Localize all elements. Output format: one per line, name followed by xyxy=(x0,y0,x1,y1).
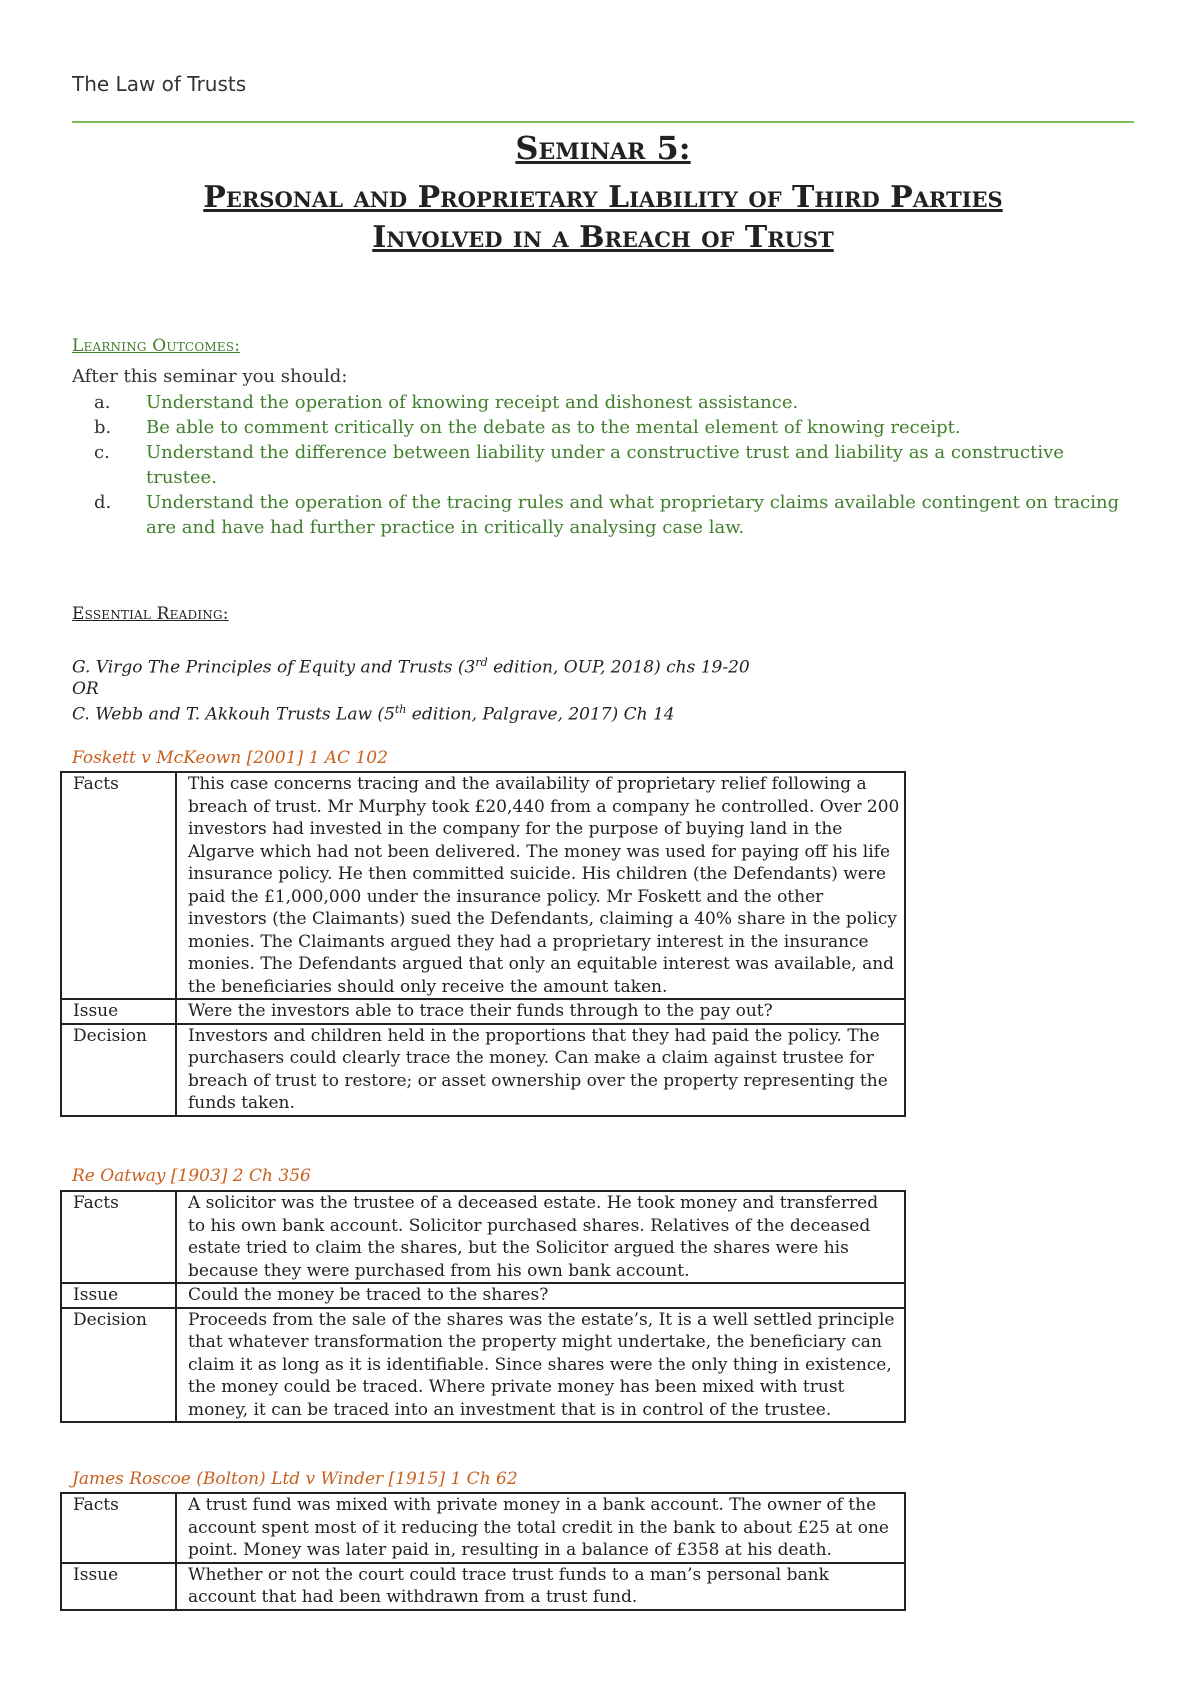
row-label: Facts xyxy=(61,1191,176,1283)
list-item-text: Understand the operation of the tracing rules and what proprietary claims available contingent on tracing are and have had further practice in critically analysing case law. xyxy=(146,492,1120,538)
title-line-2 xyxy=(72,178,1134,258)
list-marker: d. xyxy=(94,492,112,513)
case-table-oatway xyxy=(60,1190,906,1423)
list-marker: b. xyxy=(94,417,112,438)
row-text: Whether or not the court could trace trust funds to a man’s personal bank account that had been withdrawn from a trust fund. xyxy=(176,1563,905,1610)
row-label: Issue xyxy=(61,1283,176,1308)
table-row xyxy=(61,1283,905,1308)
list-item-text: Understand the operation of knowing receipt and dishonest assistance. xyxy=(146,392,799,413)
reading-superscript: rd xyxy=(475,656,488,669)
row-text: Proceeds from the sale of the shares was the estate’s, It is a well settled principle that whatever transformation the property might undertake, the beneficiary can claim it as long as it is identifiable. Since shares were the only thing in existence, the money could be traced. Where private money has been mixed with trust money, it can be traced into an investment that is in control of the trustee. xyxy=(176,1308,905,1423)
table-row xyxy=(61,1563,905,1610)
reading-superscript: th xyxy=(394,703,407,716)
table-row xyxy=(61,1308,905,1423)
case-table-roscoe xyxy=(60,1492,906,1611)
row-label: Decision xyxy=(61,1024,176,1116)
page-title xyxy=(72,128,1134,258)
reading-text: G. Virgo The Principles of Equity and Trusts (3 xyxy=(72,657,476,678)
row-label: Facts xyxy=(61,772,176,999)
running-header: The Law of Trusts xyxy=(72,72,247,96)
case-table-foskett xyxy=(60,771,906,1117)
list-item xyxy=(72,390,1132,415)
row-text: A solicitor was the trustee of a deceased estate. He took money and transferred to his own bank account. Solicitor purchased shares. Relatives of the deceased estate tried to claim the shares, but the Solicitor argued the shares were his because they were purchased from his own bank account. xyxy=(176,1191,905,1283)
row-text: Could the money be traced to the shares? xyxy=(176,1283,905,1308)
row-label: Facts xyxy=(61,1493,176,1563)
title-line-1: Seminar 5: xyxy=(515,129,691,167)
reading-item-virgo xyxy=(72,656,750,678)
row-text: Were the investors able to trace their funds through to the pay out? xyxy=(176,999,905,1024)
row-label: Issue xyxy=(61,1563,176,1610)
learning-outcomes-intro: After this seminar you should: xyxy=(72,366,348,387)
table-row xyxy=(61,1191,905,1283)
learning-outcomes-list xyxy=(72,390,1132,540)
reading-or: OR xyxy=(72,679,99,699)
essential-reading-heading: Essential Reading: xyxy=(72,604,229,624)
case-title-foskett: Foskett v McKeown [2001] 1 AC 102 xyxy=(72,748,388,768)
list-item-text: Be able to comment critically on the debate as to the mental element of knowing receipt. xyxy=(146,417,961,438)
table-row xyxy=(61,999,905,1024)
table-row xyxy=(61,772,905,999)
reading-text: edition, Palgrave, 2017) Ch 14 xyxy=(406,704,675,725)
row-label: Issue xyxy=(61,999,176,1024)
row-text: A trust fund was mixed with private money in a bank account. The owner of the account spent most of it reducing the total credit in the bank to about £25 at one point. Money was later paid in, resulting in a balance of £358 at his death. xyxy=(176,1493,905,1563)
reading-item-webb xyxy=(72,703,675,725)
title-line-2-a: Personal and Proprietary Liability of Third Parties xyxy=(203,180,1003,215)
row-label: Decision xyxy=(61,1308,176,1423)
list-item xyxy=(72,415,1132,440)
table-row xyxy=(61,1493,905,1563)
case-title-oatway: Re Oatway [1903] 2 Ch 356 xyxy=(72,1166,311,1186)
list-item xyxy=(72,490,1132,540)
reading-text: C. Webb and T. Akkouh Trusts Law (5 xyxy=(72,704,395,725)
header-rule xyxy=(72,121,1134,123)
row-text: This case concerns tracing and the availability of proprietary relief following a breach of trust. Mr Murphy took £20,440 from a company he controlled. Over 200 investors had invested in the company for the purpose of buying land in the Algarve which had not been delivered. The money was used for paying off his life insurance policy. He then committed suicide. His children (the Defendants) were paid the £1,000,000 under the insurance policy. Mr Foskett and the other investors (the Claimants) sued the Defendants, claiming a 40% share in the policy monies. The Claimants argued they had a proprietary interest in the insurance monies. The Defendants argued that only an equitable interest was available, and the beneficiaries should only receive the amount taken. xyxy=(176,772,905,999)
list-item-text: Understand the difference between liability under a constructive trust and liability as a constructive trustee. xyxy=(146,442,1064,488)
learning-outcomes-heading: Learning Outcomes: xyxy=(72,336,241,356)
table-row xyxy=(61,1024,905,1116)
list-item xyxy=(72,440,1132,490)
title-line-3: Involved in a Breach of Trust xyxy=(372,220,834,255)
case-title-roscoe: James Roscoe (Bolton) Ltd v Winder [1915] 1 Ch 62 xyxy=(72,1469,518,1489)
row-text: Investors and children held in the proportions that they had paid the policy. The purchasers could clearly trace the money. Can make a claim against trustee for breach of trust to restore; or asset ownership over the property representing the funds taken. xyxy=(176,1024,905,1116)
reading-text: edition, OUP, 2018) chs 19-20 xyxy=(487,657,750,678)
list-marker: c. xyxy=(94,442,110,463)
list-marker: a. xyxy=(94,392,111,413)
